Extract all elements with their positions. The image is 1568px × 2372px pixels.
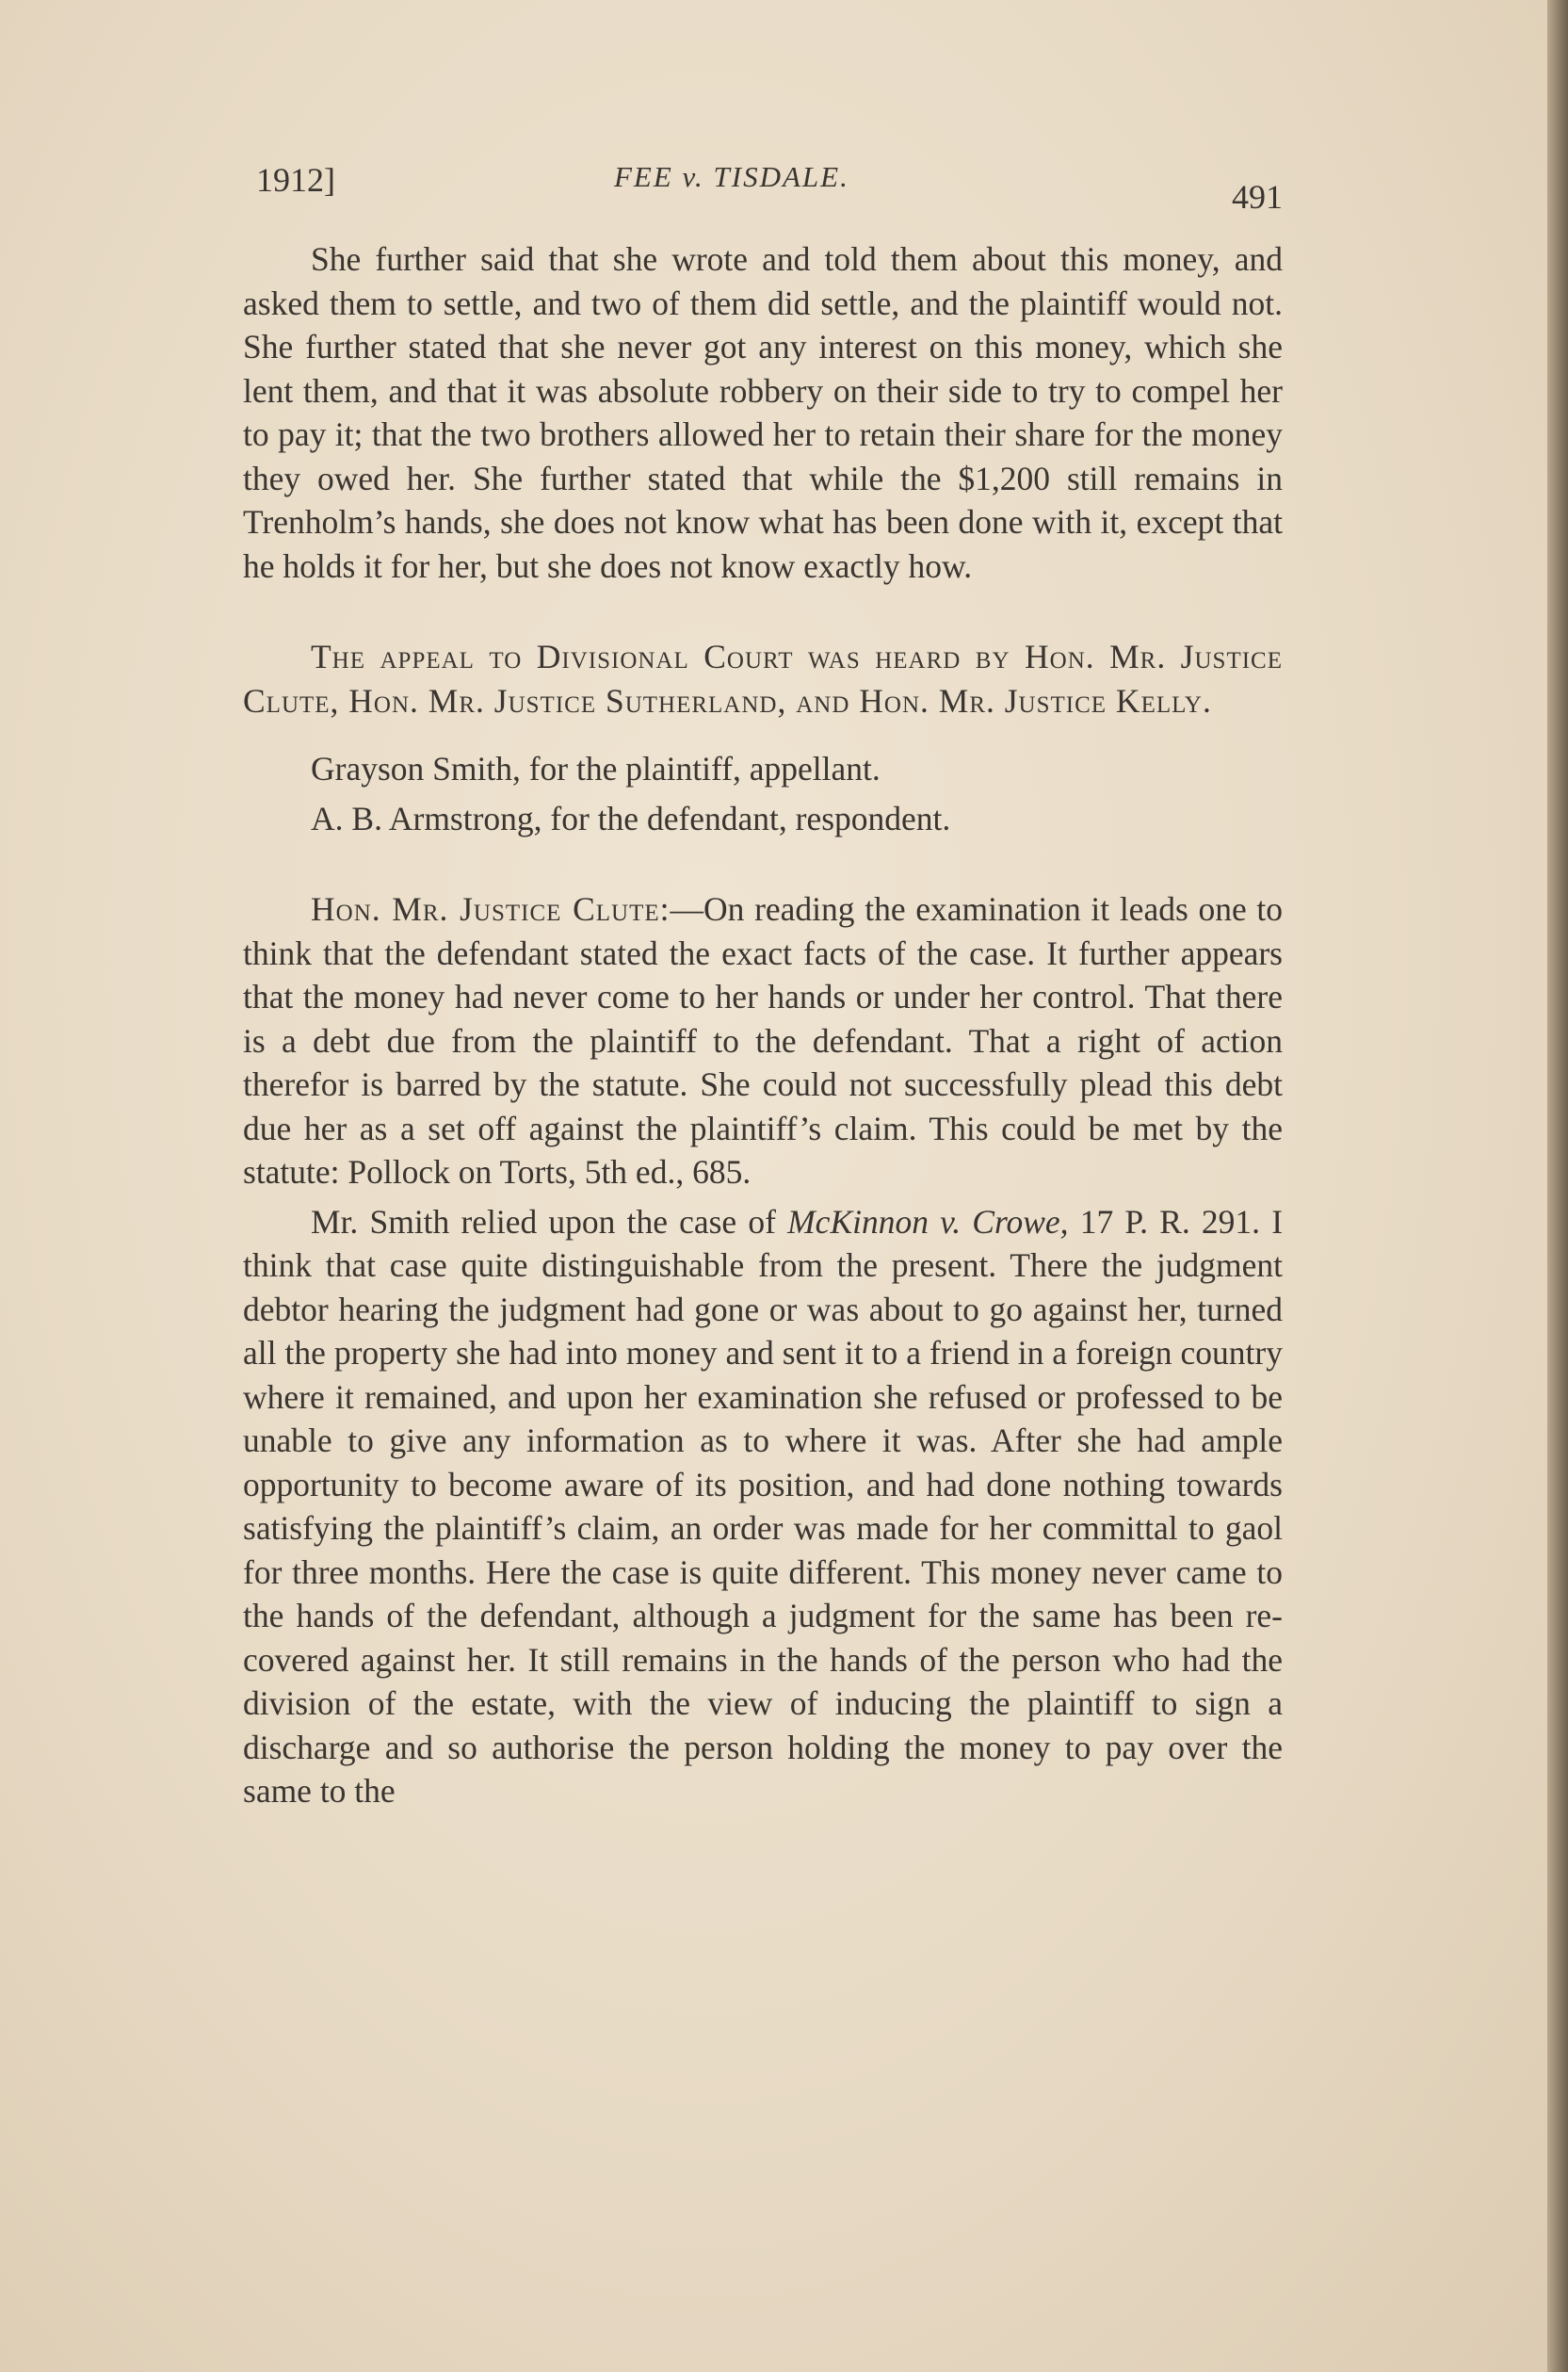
- paragraph-counsel-defendant: A. B. Armstrong, for the defendant, respondent.: [311, 799, 951, 837]
- paragraph-appeal-heard: [243, 635, 1283, 723]
- page-number: 491: [1232, 178, 1283, 216]
- case-distinction-text: 17 P. R. 291. I think that case quite distinguishable from the present. There the judgment debtor hearing the judgment had gone or was about to go against her, turned all the property she had into money and sent it to a friend in a foreign country where it remained, and upon her examination she refused or professed to be unable to give any information as to where it was. After she had ample opportunity to become aware of its position, and had done nothing towards satisfying the plaintiff’s claim, an order was made for her committal to gaol for three months. Here the case is quite different. This money never came to the hands of the defendant, although a judgment for the same has been recovered against her. It still remains in the hands of the person who had the division of the estate, with the view of inducing the plaintiff to sign a discharge and so authorise the person holding the money to pay over the same to the: [243, 1202, 1284, 1810]
- paragraph-testimony: She further said that she wrote and told them about this money, and asked them to settle, and two of them did settle, and the plaintiff would not. She further stated that she never got any interest on this money, which she lent them, and that it was absolute robbery on their side to try to compel her to pay it; that the two brothers allowed her to retain their share for the money they owed her. She further stated that while the $1,200 still remains in Trenholm’s hands, she does not know what has been done with it, except that he holds it for her, but she does not know exactly how.: [243, 240, 1283, 585]
- paragraph-judgment-opening: [243, 887, 1283, 1194]
- running-head-case-title: FEE v. TISDALE.: [614, 160, 849, 193]
- paragraph-case-distinction: [243, 1200, 1283, 1813]
- judge-speaker: Hon. Mr. Justice Clute:: [311, 890, 671, 928]
- appeal-heard-text: The appeal to Divisional Court was heard by Hon. Mr. Justice Clute, Hon. Mr. Justice Sutherland, and Hon. Mr. Justice Kelly.: [243, 638, 1283, 720]
- case-distinction-lead: Mr. Smith relied upon the case of: [311, 1202, 776, 1241]
- cited-case-name: McKinnon v. Crowe,: [787, 1202, 1069, 1241]
- running-head: [256, 160, 1283, 217]
- running-head-year: 1912]: [256, 161, 335, 199]
- paragraph-counsel-plaintiff: Grayson Smith, for the plaintiff, appellant.: [311, 750, 881, 788]
- judgment-opening-text: —On reading the examination it leads one to think that the defendant stated the exact facts of the case. It further appears that the money had never come to her hands or under her control. That there is a debt due from the plaintiff to the defendant. That a right of action therefor is barred by the statute. She could not successfully plead this debt due her as a set off against the plaintiff’s claim. This could be met by the statute: Pollock on Torts, 5th ed., 685.: [243, 890, 1283, 1191]
- page-body: [243, 237, 1283, 1813]
- page-binding-edge: [1547, 0, 1568, 2372]
